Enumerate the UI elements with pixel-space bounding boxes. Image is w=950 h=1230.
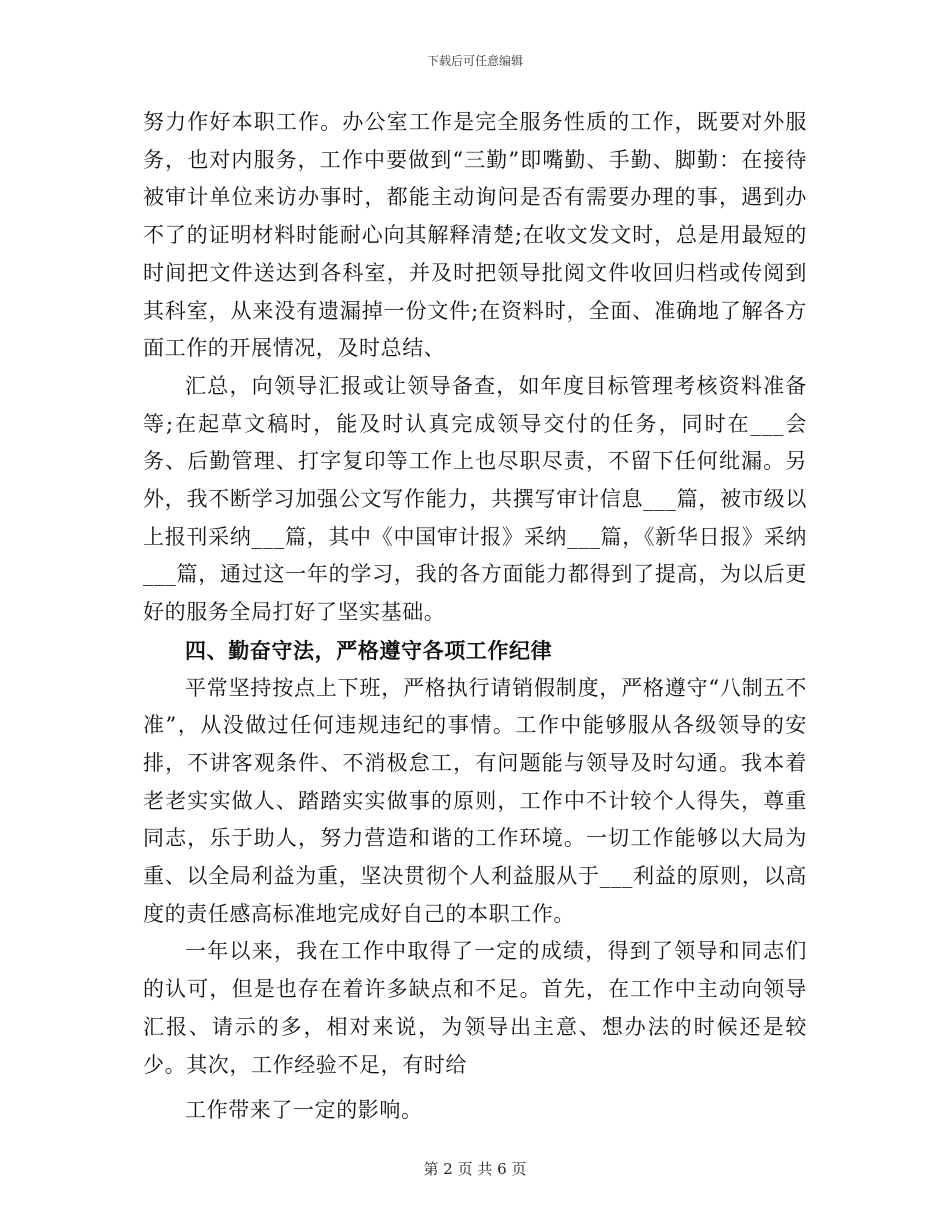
paragraph-office-work: 努力作好本职工作。办公室工作是完全服务性质的工作，既要对外服务，也对内服务，工作中要做到“三勤”即嘴勤、手勤、脚勤：在接待被审计单位来访办事时，都能主动询问是否有需要办理的事，遇到办不了的证明材料时能耐心向其解释清楚;在收文发文时，总是用最短的时间把文件送达到各科室，并及时把领导批阅文件收回归档或传阅到其科室，从来没有遗漏掉一份文件;在资料时，全面、准确地了解各方面工作的开展情况，及时总结、 [143, 110, 807, 361]
paragraph-closing: 工作带来了一定的影响。 [185, 1098, 423, 1123]
document-body [143, 104, 807, 1130]
paragraph-shortcomings: 一年以来，我在工作中取得了一定的成绩，得到了领导和同志们的认可，但是也存在着许多缺点和不足。首先，在工作中主动向领导汇报、请示的多，相对来说，为领导出主意、想办法的时候还是较少。其次，工作经验不足，有时给 [143, 939, 807, 1077]
paragraph-discipline: 平常坚持按点上下班，严格执行请销假制度，严格遵守“八制五不准”，从没做过任何违规违纪的事情。工作中能够服从各级领导的安排，不讲客观条件、不消极怠工，有问题能与领导及时勾通。我本着老老实实做人、踏踏实实做事的原则，工作中不计较个人得失，尊重同志，乐于助人，努力营造和谐的工作环境。一切工作能够以大局为重、以全局利益为重，坚决贯彻个人利益服从于___利益的原则，以高度的责任感高标准地完成好自己的本职工作。 [143, 675, 807, 926]
page-number: 第 2 页 共 6 页 [423, 1160, 527, 1178]
page-header: 下载后可任意编辑 [426, 54, 523, 68]
paragraph-summary: 汇总，向领导汇报或让领导备查，如年度目标管理考核资料准备等;在起草文稿时，能及时认真完成领导交付的任务，同时在___会务、后勤管理、打字复印等工作上也尽职尽责，不留下任何纰漏。另外，我不断学习加强公文写作能力，共撰写审计信息___篇，被市级以上报刊采纳___篇，其中《中国审计报》采纳___篇，《新华日报》采纳___篇，通过这一年的学习，我的各方面能力都得到了提高，为以后更好的服务全局打好了坚实基础。 [143, 373, 807, 625]
section-heading: 四、勤奋守法，严格遵守各项工作纪律 [185, 637, 553, 663]
